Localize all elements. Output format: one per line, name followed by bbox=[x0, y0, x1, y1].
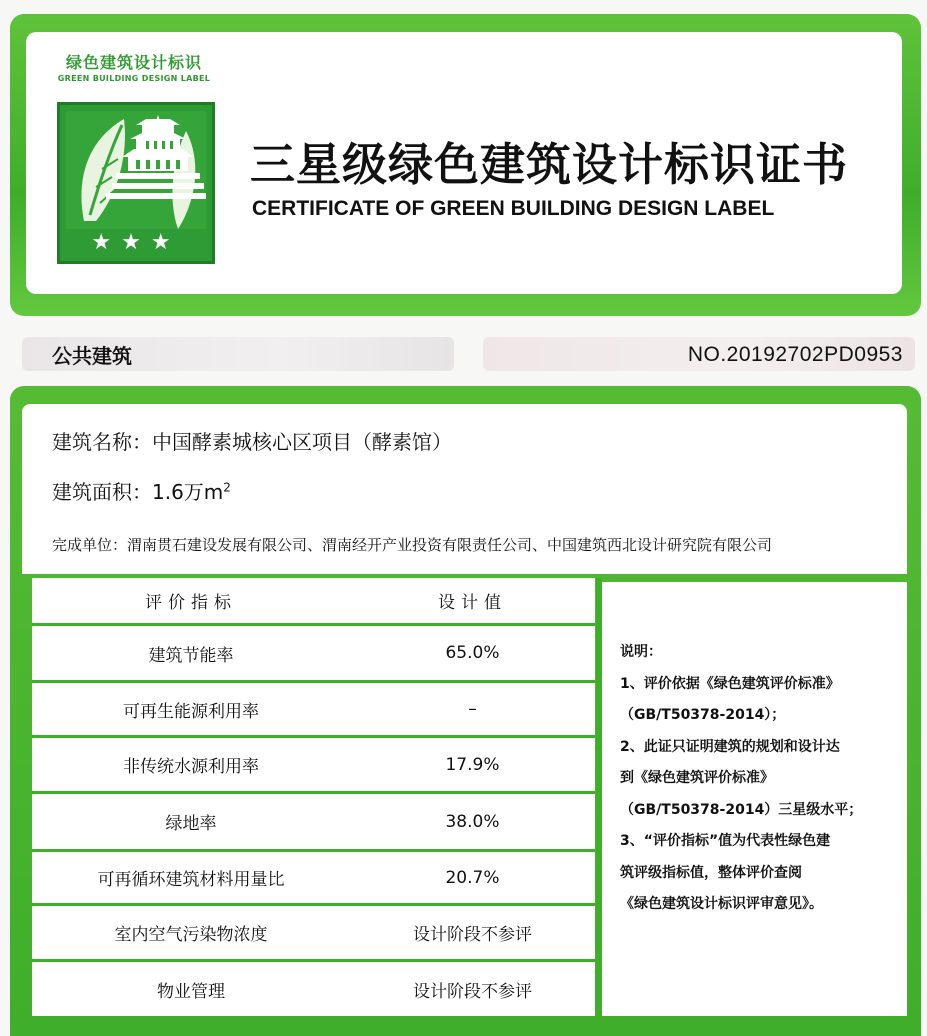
notes-line: 筑评级指标值，整体评价查阅 bbox=[620, 864, 802, 881]
indicator-name: 建筑节能率 bbox=[148, 645, 234, 666]
indicator-name: 绿地率 bbox=[165, 814, 217, 834]
logo-title-en: GREEN BUILDING DESIGN LABEL bbox=[57, 74, 211, 83]
indicator-name: 非传统水源利用率 bbox=[123, 757, 259, 777]
completion-units-value: 渭南贯石建设发展有限公司、渭南经开产业投资有限责任公司、中国建筑西北设计研究院有限公司 bbox=[127, 536, 773, 554]
notes-line: 到《绿色建筑评价标准》 bbox=[620, 770, 774, 786]
certificate-number: NO.20192702PD0953 bbox=[687, 343, 903, 366]
notes-line: 2、此证只证明建筑的规划和设计达 bbox=[620, 738, 840, 755]
table-row bbox=[32, 962, 595, 1016]
indicator-name: 可再生能源利用率 bbox=[123, 701, 259, 722]
notes-panel bbox=[602, 582, 907, 1016]
notes-line: 3、“评价指标”值为代表性绿色建 bbox=[620, 833, 831, 849]
header-design-value: 设计值 bbox=[438, 593, 507, 613]
table-row bbox=[32, 738, 595, 794]
indicator-value: – bbox=[468, 699, 477, 719]
building-category: 公共建筑 bbox=[52, 344, 132, 368]
notes-line: （GB/T50378-2014）； bbox=[620, 707, 786, 723]
indicator-value: 17.9% bbox=[445, 754, 500, 775]
notes-title: 说明： bbox=[620, 644, 662, 660]
logo-caption bbox=[44, 50, 224, 83]
completion-units-label: 完成单位： bbox=[52, 536, 128, 554]
table-row bbox=[32, 906, 595, 962]
table-row bbox=[32, 852, 595, 906]
table-header-row bbox=[32, 578, 595, 626]
indicator-value: 20.7% bbox=[445, 867, 500, 888]
building-area-label: 建筑面积： bbox=[52, 480, 152, 504]
indicator-name: 室内空气污染物浓度 bbox=[114, 925, 268, 945]
table-row bbox=[32, 794, 595, 852]
completion-units bbox=[52, 534, 772, 555]
notes-text bbox=[620, 637, 905, 921]
indicator-value: 设计阶段不参评 bbox=[413, 981, 532, 1002]
green-building-logo bbox=[57, 102, 215, 264]
logo-title-cn: 绿色建筑设计标识 bbox=[65, 53, 202, 72]
notes-line: 1、评价依据《绿色建筑评价标准》 bbox=[620, 675, 840, 692]
rating-stars: ★★★ bbox=[91, 230, 181, 255]
certificate-title-cn: 三星级绿色建筑设计标识证书 bbox=[250, 138, 849, 191]
project-info bbox=[22, 404, 907, 574]
indicator-value: 38.0% bbox=[445, 811, 500, 832]
building-area-value: 1.6万m bbox=[152, 480, 224, 504]
notes-line: （GB/T50378-2014）三星级水平； bbox=[620, 801, 863, 818]
indicator-value: 设计阶段不参评 bbox=[413, 925, 532, 945]
table-row bbox=[32, 626, 595, 683]
building-name bbox=[52, 426, 452, 455]
notes-line: 《绿色建筑设计标识评审意见》。 bbox=[620, 896, 823, 912]
indicator-value: 65.0% bbox=[445, 643, 500, 663]
header-indicator: 评价指标 bbox=[145, 593, 237, 613]
certificate-title-en: CERTIFICATE OF GREEN BUILDING DESIGN LABEL bbox=[252, 197, 775, 220]
table-row bbox=[32, 683, 595, 738]
evaluation-table bbox=[32, 578, 595, 1016]
indicator-name: 可再循环建筑材料用量比 bbox=[97, 870, 285, 890]
building-area bbox=[52, 476, 231, 505]
building-name-value: 中国酵素城核心区项目（酵素馆） bbox=[152, 430, 452, 454]
area-unit-superscript: 2 bbox=[223, 480, 231, 495]
indicator-name: 物业管理 bbox=[157, 981, 225, 1002]
building-name-label: 建筑名称： bbox=[52, 430, 152, 454]
temple-leaf-icon bbox=[66, 111, 206, 229]
